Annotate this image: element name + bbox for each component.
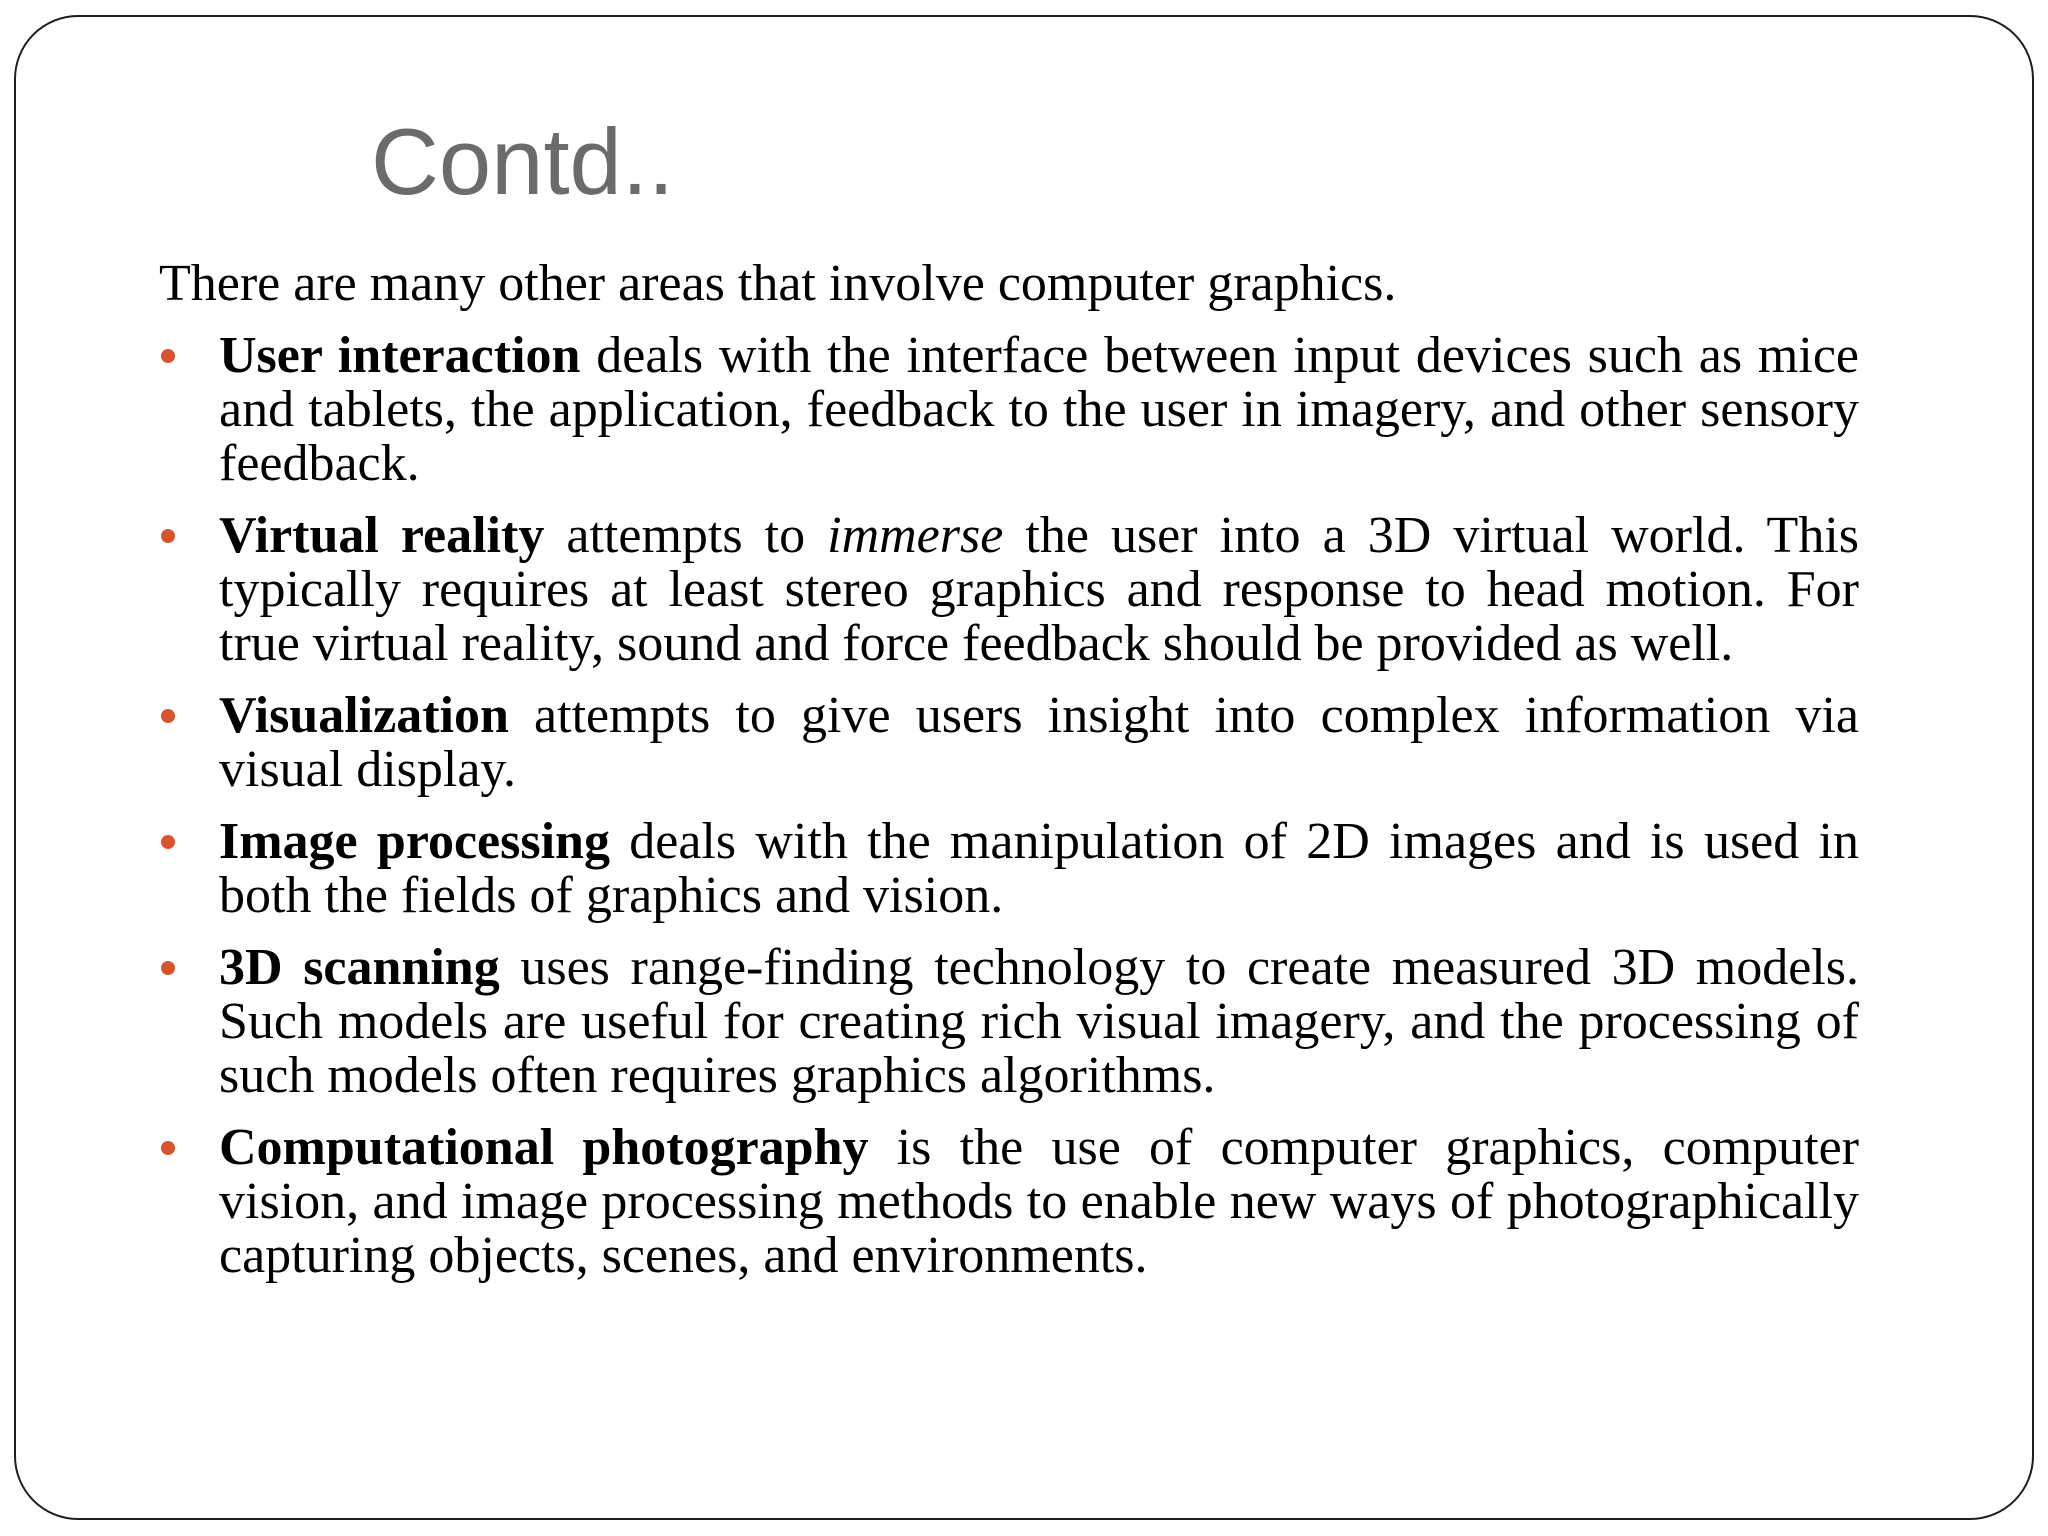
slide-content [159, 257, 1859, 1301]
intro-text: There are many other areas that involve computer graphics. [159, 255, 1397, 312]
slide-title: Contd.. [371, 109, 675, 214]
bullet-dot-icon [161, 835, 175, 849]
bullet-visualization [159, 689, 1859, 797]
bullet-text: attempts to give users insight into complex information via visual display. [219, 687, 1859, 798]
bullet-text: uses range-finding technology to create measured 3D models. Such models are useful for creating rich visual imagery, and the processing of such models often requires graphics algorithms. [219, 939, 1859, 1104]
bullet-term: 3D scanning [219, 939, 500, 996]
bullet-text: deals with the interface between input devices such as mice and tablets, the application, feedback to the user in imagery, and other sensory feedback. [219, 327, 1859, 492]
bullet-user-interaction [159, 329, 1859, 491]
bullet-dot-icon [161, 1141, 175, 1155]
bullet-term: Computational photography [219, 1119, 869, 1176]
bullet-term: User interaction [219, 327, 581, 384]
slide-frame [14, 15, 2034, 1520]
bullet-3d-scanning [159, 941, 1859, 1103]
bullet-virtual-reality [159, 509, 1859, 671]
bullet-dot-icon [161, 709, 175, 723]
bullet-term: Virtual reality [219, 507, 545, 564]
bullet-term: Image processing [219, 813, 610, 870]
bullet-dot-icon [161, 349, 175, 363]
bullet-emphasis: immerse [827, 507, 1004, 564]
bullet-text: attempts to [544, 507, 828, 564]
bullet-dot-icon [161, 961, 175, 975]
bullet-text: is the use of computer graphics, computer vision, and image processing methods to enable new ways of photographically capturing objects, scenes, and environments. [219, 1119, 1859, 1284]
bullet-text: deals with the manipulation of 2D images and is used in both the fields of graphics and vision. [219, 813, 1859, 924]
bullet-image-processing [159, 815, 1859, 923]
bullet-dot-icon [161, 529, 175, 543]
bullet-list [159, 329, 1859, 1283]
bullet-term: Visualization [219, 687, 509, 744]
bullet-text: the user into a 3D virtual world. This typically requires at least stereo graphics and response to head motion. For true virtual reality, sound and force feedback should be provided as well. [219, 507, 1859, 672]
bullet-computational-photography [159, 1121, 1859, 1283]
